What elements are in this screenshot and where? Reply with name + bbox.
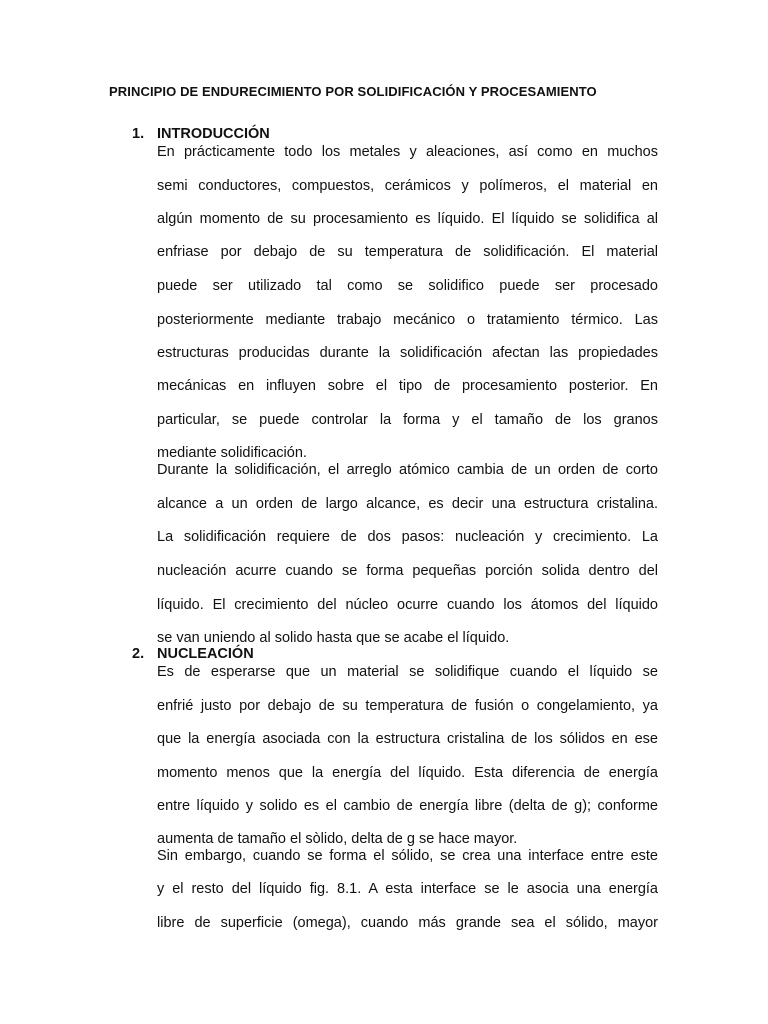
paragraph-line: Sin embargo, cuando se forma el sólido, se crea una interface entre este: [157, 848, 658, 864]
paragraph-line: mecánicas en influyen sobre el tipo de procesamiento posterior. En: [157, 378, 658, 394]
paragraph-line: estructuras producidas durante la solidificación afectan las propiedades: [157, 345, 658, 361]
paragraph-line: libre de superficie (omega), cuando más grande sea el sólido, mayor: [157, 915, 658, 931]
section-number: 2.: [132, 646, 145, 662]
paragraph-line: nucleación acurre cuando se forma pequeñas porción solida dentro del: [157, 563, 658, 579]
paragraph-line: puede ser utilizado tal como se solidifico puede ser procesado: [157, 278, 658, 294]
paragraph-line: enfriase por debajo de su temperatura de solidificación. El material: [157, 244, 658, 260]
paragraph-line: semi conductores, compuestos, cerámicos y polímeros, el material en: [157, 178, 658, 194]
paragraph-line: entre líquido y solido es el cambio de energía libre (delta de g); conforme: [157, 798, 658, 814]
section-number: 1.: [132, 126, 145, 142]
section-heading-nucleacion: [132, 646, 254, 662]
paragraph-line: alcance a un orden de largo alcance, es decir una estructura cristalina.: [157, 496, 658, 512]
paragraph-line: momento menos que la energía del líquido. Esta diferencia de energía: [157, 765, 658, 781]
section-title: NUCLEACIÓN: [157, 646, 254, 662]
paragraph-line: mediante solidificación.: [157, 445, 307, 461]
section-heading-introduccion: [132, 126, 270, 142]
paragraph-line: La solidificación requiere de dos pasos: nucleación y crecimiento. La: [157, 529, 658, 545]
paragraph-line: particular, se puede controlar la forma y el tamaño de los granos: [157, 412, 658, 428]
document-title: PRINCIPIO DE ENDURECIMIENTO POR SOLIDIFICACIÓN Y PROCESAMIENTO: [109, 84, 597, 99]
paragraph-line: Durante la solidificación, el arreglo atómico cambia de un orden de corto: [157, 462, 658, 478]
paragraph-line: aumenta de tamaño el sòlido, delta de g se hace mayor.: [157, 831, 518, 847]
paragraph-line: se van uniendo al solido hasta que se acabe el líquido.: [157, 630, 510, 646]
paragraph-line: algún momento de su procesamiento es líquido. El líquido se solidifica al: [157, 211, 658, 227]
paragraph-line: que la energía asociada con la estructura cristalina de los sólidos en ese: [157, 731, 658, 747]
paragraph-line: posteriormente mediante trabajo mecánico o tratamiento térmico. Las: [157, 312, 658, 328]
paragraph-line: En prácticamente todo los metales y aleaciones, así como en muchos: [157, 144, 658, 160]
paragraph-line: líquido. El crecimiento del núcleo ocurre cuando los átomos del líquido: [157, 597, 658, 613]
paragraph-line: enfrié justo por debajo de su temperatura de fusión o congelamiento, ya: [157, 698, 658, 714]
paragraph-line: Es de esperarse que un material se solidifique cuando el líquido se: [157, 664, 658, 680]
section-title: INTRODUCCIÓN: [157, 126, 270, 142]
paragraph-line: y el resto del líquido fig. 8.1. A esta interface se le asocia una energía: [157, 881, 658, 897]
